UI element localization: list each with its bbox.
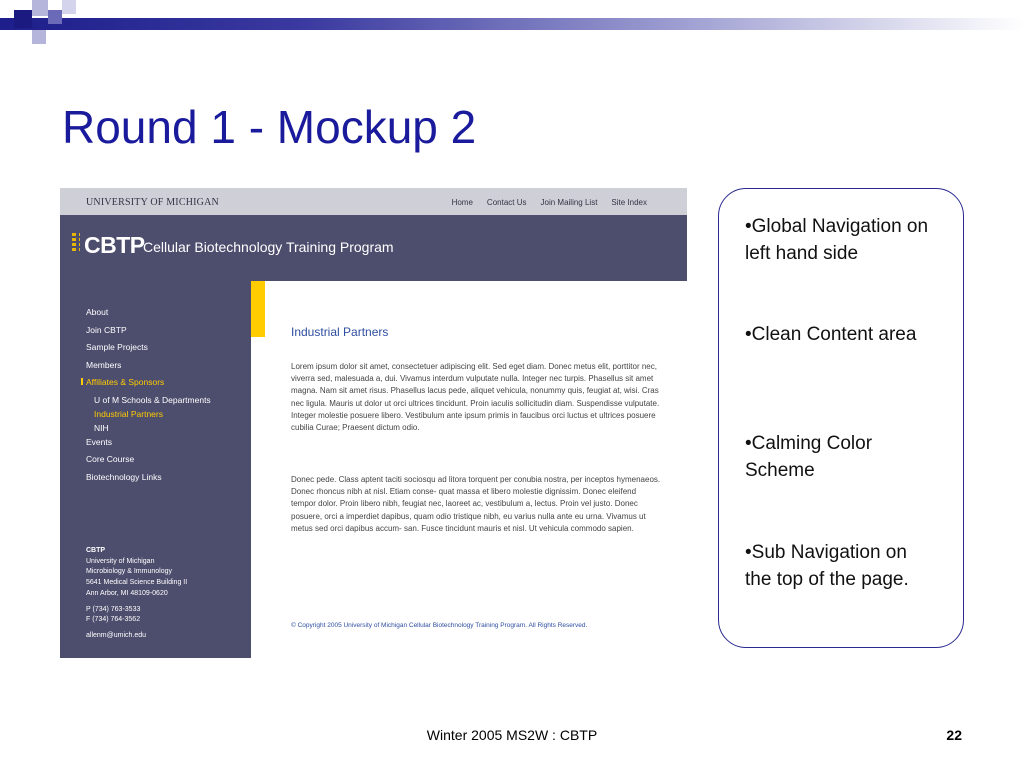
website-mockup [60,188,687,658]
sidebar-item-join[interactable]: Join CBTP [86,324,127,335]
logo-mark-gap [76,233,79,253]
sidebar-item-affiliates[interactable]: Affiliates & Sponsors [86,377,211,395]
copyright-text: © Copyright 2005 University of Michigan Cellular Biotechnology Training Program. All Rights Reserved. [291,622,588,629]
sidebar-item-core-course[interactable]: Core Course [86,454,135,464]
decor-square [32,30,46,44]
top-navigation [452,198,647,207]
contact-line: 5641 Medical Science Building II [86,579,188,587]
decor-square [62,0,76,14]
accent-bar [251,281,265,337]
sidebar-subitem-nih[interactable]: NIH [94,422,109,433]
sidebar-item-members[interactable]: Members [86,359,122,370]
sidebar-subitem-schools[interactable]: U of M Schools & Departments [94,394,211,405]
nav-site-index-link[interactable]: Site Index [611,198,647,207]
mockup-header [60,215,687,281]
decor-square [14,10,32,28]
sidebar-nav [86,307,211,489]
slide-footer: Winter 2005 MS2W : CBTP [426,727,598,743]
program-name: Cellular Biotechnology Training Program [143,239,394,255]
contact-line: Microbiology & Immunology [86,568,172,576]
sidebar-subitem-industrial-partners[interactable]: Industrial Partners [94,408,163,419]
nav-mailing-list-link[interactable]: Join Mailing List [540,198,598,207]
sidebar-item-sample-projects[interactable]: Sample Projects [86,342,148,352]
note-item: •Sub Navigation on the top of the page. [745,542,909,590]
notes-box [718,188,964,648]
contact-fax: F (734) 764-3562 [86,616,141,624]
sidebar-item-events[interactable]: Events [86,436,112,447]
university-name: UNIVERSITY OF MICHIGAN [86,197,219,208]
content-paragraph: Donec pede. Class aptent taciti sociosqu ad litora torquent per conubia nostra, per inceptos hymenaeos. Donec rhoncus nibh at nisl. Etiam conse- quat massa et libero molestie dignissim. Donec eleifend tempor dolor. Proin libero nibh, feugiat nec, laoreet ac, vestibulum a, lectus. Proin vel justo. Donec posuere, orci a imperdiet dapibus, quam odio tristique nibh, eu varius nulla ante eu urna. Vivamus ut metus sed orci dapibus accum- san. Fusce tincidunt mauris et nisl. Ut vehicula commodo sapien. [291,475,661,533]
contact-line: University of Michigan [86,557,155,565]
cbtp-logo[interactable]: CBTP [84,232,145,258]
mockup-top-bar [60,188,687,215]
decor-square [48,10,62,24]
sidebar-item-biotech-links[interactable]: Biotechnology Links [86,471,162,482]
slide-title: Round 1 - Mockup 2 [62,101,477,153]
sidebar-item-about[interactable]: About [86,307,109,317]
contact-email-link[interactable]: allenm@umich.edu [86,631,147,639]
content-paragraph: Lorem ipsum dolor sit amet, consectetuer adipiscing elit. Sed eget diam. Donec metus elit, porttitor nec, viverra sed, malesuada a, dui. Vivamus interdum vulputate nulla. Integer nec turpis. Phasellus sit amet magna. Nam sit amet risus. Phasellus lacus pede, aliquet vehicula, nonummy quis, feugiat at, wisi. Cras nec ligula. Mauris ut dolor ut orci ultrices tincidunt. Proin iaculis sollicitudin diam. Suspendisse vulputate. Integer molestie posuere libero. Vestibulum ante ipsum primis in faucibus orci luctus et ultrices posuere cubilia Curae; Praesent dictum odio. [291,362,660,433]
nav-contact-link[interactable]: Contact Us [486,198,527,207]
nav-home-link[interactable]: Home [451,198,473,207]
content-heading: Industrial Partners [291,325,389,339]
decor-square [32,0,48,16]
contact-info [86,546,187,642]
sidebar [60,281,251,658]
note-item: •Clean Content area [745,324,917,345]
note-item: •Calming Color Scheme [745,433,873,481]
slide-number: 22 [946,727,962,743]
note-item: •Global Navigation on left hand side [745,216,929,264]
contact-name: CBTP [86,547,106,554]
contact-phone: P (734) 763-3533 [86,605,141,613]
contact-line: Ann Arbor, MI 48109-0620 [86,589,168,597]
title-bar-decoration [0,18,1024,30]
